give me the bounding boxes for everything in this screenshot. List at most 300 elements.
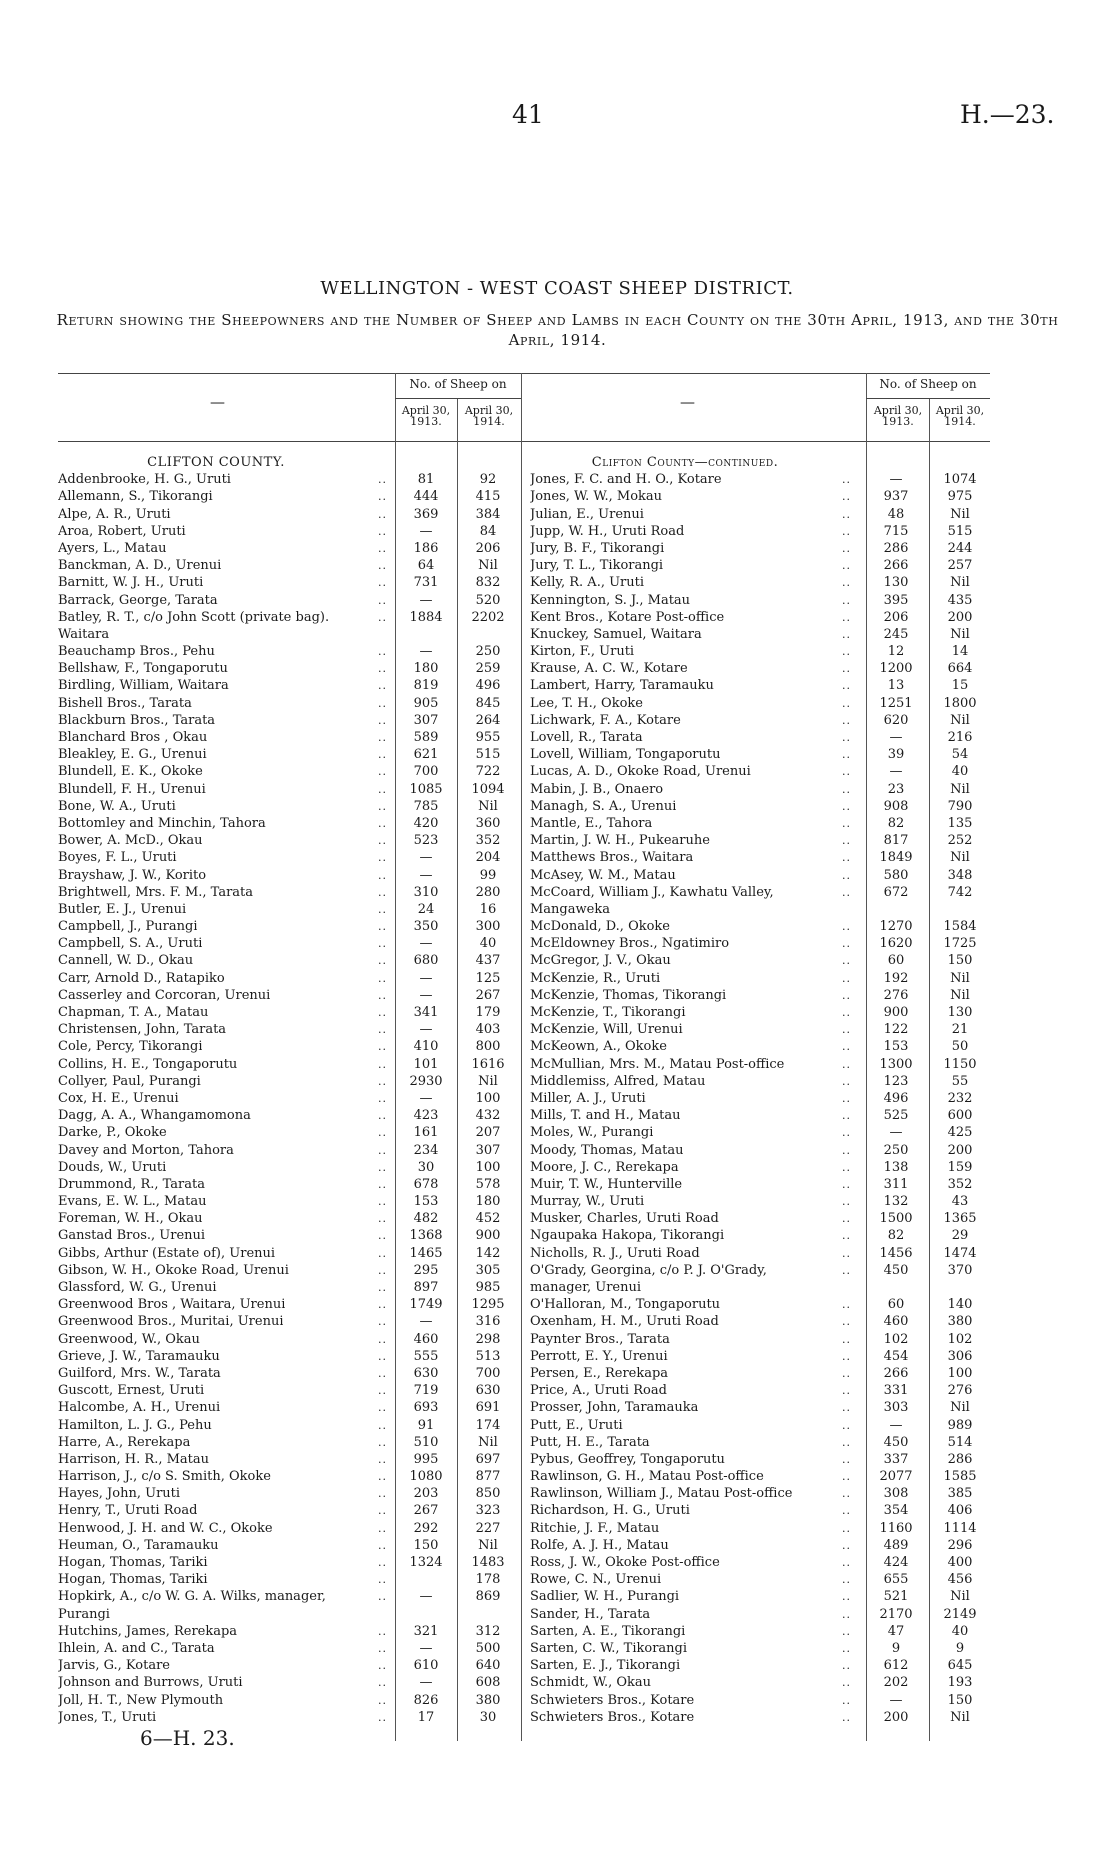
- table-row: [530, 592, 1000, 609]
- sheep-count-1913: 337: [883, 1451, 909, 1467]
- sheep-count-1913: 1300: [879, 1056, 913, 1072]
- page-subtitle: Return showing the Sheepowners and the Number of Sheep and Lambs in each County on the 30th April, 1913, and the 30th April, 1914.: [56, 311, 1059, 349]
- leader-dots: ..: [378, 1659, 387, 1673]
- sheep-count-1913: 589: [413, 730, 439, 745]
- table-row: [58, 1159, 528, 1176]
- table-row: [530, 987, 1000, 1004]
- sheep-count-1914: 1584: [943, 919, 977, 935]
- sheep-count-1914: 691: [475, 1400, 501, 1416]
- leader-dots: ..: [842, 1109, 851, 1123]
- right-owner-header: —: [680, 393, 695, 411]
- leader-dots: ..: [842, 1074, 851, 1088]
- sheep-count-1913: 17: [417, 1709, 435, 1725]
- table-row: [58, 798, 528, 815]
- sheep-count-1913: 13: [887, 678, 905, 694]
- owner-name: Ihlein, A. and C., Tarata: [58, 1640, 215, 1656]
- sheep-count-1914: 1114: [943, 1520, 977, 1536]
- sheep-count-1914: 159: [947, 1159, 973, 1175]
- sheep-count-1914: 2202: [471, 609, 505, 625]
- table-row: [58, 506, 528, 523]
- sheep-count-1914: 312: [475, 1623, 501, 1639]
- sheep-count-1914: 280: [475, 884, 501, 900]
- leader-dots: ..: [842, 1590, 851, 1604]
- county-heading: [58, 454, 528, 471]
- sheep-count-1914: 244: [947, 540, 973, 556]
- table-row: [58, 1382, 528, 1399]
- sheep-count-1913: 24: [417, 901, 435, 917]
- table-row: [58, 574, 528, 591]
- owner-name: Jupp, W. H., Uruti Road: [530, 523, 685, 539]
- sheep-count-1914: 227: [475, 1520, 501, 1536]
- leader-dots: ..: [378, 679, 387, 693]
- sheep-count-1913: —: [889, 1692, 903, 1708]
- table-row: [58, 1176, 528, 1193]
- sheep-count-1913: —: [419, 970, 433, 986]
- sheep-count-1914: 100: [475, 1159, 501, 1175]
- sheep-count-1914: 92: [479, 472, 497, 488]
- table-row: [530, 1571, 1000, 1588]
- table-row: [58, 1142, 528, 1159]
- sheep-count-1913: 444: [413, 489, 439, 505]
- table-row: [58, 1606, 528, 1623]
- table-row: [58, 1056, 528, 1073]
- table-row: [530, 781, 1000, 798]
- table-row: [530, 523, 1000, 540]
- table-row: [58, 1434, 528, 1451]
- sheep-count-1914: Nil: [950, 987, 970, 1003]
- owner-name: Lee, T. H., Okoke: [530, 695, 643, 711]
- table-row: [530, 557, 1000, 574]
- table-row: [530, 1399, 1000, 1416]
- sheep-count-1913: 1465: [409, 1245, 443, 1261]
- sheep-count-1914: 435: [947, 592, 973, 608]
- sheep-count-1914: 352: [475, 833, 501, 849]
- table-row: [58, 781, 528, 798]
- table-row: [58, 952, 528, 969]
- sheep-count-1913: 82: [887, 1228, 905, 1244]
- sheep-count-1914: 14: [951, 644, 969, 660]
- leader-dots: ..: [842, 1401, 851, 1415]
- leader-dots: ..: [378, 1212, 387, 1226]
- owner-name: Oxenham, H. M., Uruti Road: [530, 1314, 719, 1330]
- sheep-count-1914: 500: [475, 1640, 501, 1656]
- right-group-rule: [866, 398, 990, 399]
- sheep-count-1913: 1251: [879, 695, 913, 711]
- sheep-count-1914: 84: [479, 523, 497, 539]
- sheep-count-1913: 1749: [409, 1297, 443, 1313]
- table-row: [58, 626, 528, 643]
- sheep-count-1913: 496: [883, 1090, 909, 1106]
- owner-name: Sander, H., Tarata: [530, 1606, 651, 1622]
- sheep-count-1914: 305: [475, 1262, 501, 1278]
- sheep-count-1913: 132: [883, 1194, 909, 1210]
- sheep-count-1913: 101: [413, 1056, 439, 1072]
- sheep-count-1913: 510: [413, 1434, 439, 1450]
- sheep-count-1913: 102: [883, 1331, 909, 1347]
- sheep-count-1913: 700: [413, 764, 439, 780]
- leader-dots: ..: [378, 1091, 387, 1105]
- table-row: [58, 746, 528, 763]
- leader-dots: ..: [842, 1195, 851, 1209]
- sheep-count-1913: 819: [413, 678, 439, 694]
- owner-name: Harre, A., Rerekapa: [58, 1434, 191, 1450]
- sheep-count-1913: 350: [413, 919, 439, 935]
- table-row: [530, 1176, 1000, 1193]
- owner-name: Allemann, S., Tikorangi: [58, 489, 213, 505]
- table-row: [530, 1623, 1000, 1640]
- sheep-count-1914: 257: [947, 558, 973, 574]
- table-row: [530, 1227, 1000, 1244]
- sheep-count-1914: 307: [475, 1142, 501, 1158]
- sheep-count-1913: 202: [883, 1675, 909, 1691]
- sheep-count-1913: 153: [883, 1039, 909, 1055]
- sheep-count-1913: 303: [883, 1400, 909, 1416]
- leader-dots: ..: [842, 1006, 851, 1019]
- leader-dots: ..: [842, 851, 851, 865]
- owner-name: Sadlier, W. H., Purangi: [530, 1589, 680, 1605]
- leader-dots: ..: [842, 1504, 851, 1518]
- sheep-count-1914: 40: [479, 936, 497, 952]
- owner-name: McEldowney Bros., Ngatimiro: [530, 936, 730, 952]
- left-count-group-header: No. of Sheep on: [409, 377, 507, 391]
- document-reference: H.—23.: [960, 100, 1055, 129]
- leader-dots: ..: [842, 782, 851, 796]
- sheep-count-1914: 2149: [943, 1606, 977, 1622]
- owner-name: Persen, E., Rerekapa: [530, 1365, 669, 1381]
- sheep-count-1913: 672: [883, 884, 909, 900]
- leader-dots: ..: [842, 1315, 851, 1329]
- sheep-count-1914: 456: [947, 1572, 973, 1588]
- sheep-count-1913: 460: [883, 1314, 909, 1330]
- sheep-count-1914: 232: [947, 1090, 973, 1106]
- owner-name: Rolfe, A. J. H., Matau: [530, 1537, 669, 1553]
- sheep-count-1914: 286: [947, 1451, 973, 1467]
- owner-name: Cannell, W. D., Okau: [58, 953, 194, 969]
- leader-dots: ..: [842, 679, 851, 693]
- leader-dots: ..: [842, 1229, 851, 1243]
- county-heading-text: Clifton County—continued.: [591, 455, 779, 470]
- sheep-count-1914: 850: [475, 1486, 501, 1502]
- table-row: [58, 1537, 528, 1554]
- sheep-count-1913: 395: [883, 592, 909, 608]
- table-row: [58, 1262, 528, 1279]
- table-row: [530, 1296, 1000, 1313]
- table-row: [530, 1331, 1000, 1348]
- owner-name: Moody, Thomas, Matau: [530, 1142, 684, 1158]
- sheep-count-1914: 742: [947, 884, 973, 900]
- sheep-count-1914: 600: [947, 1108, 973, 1124]
- county-heading: [530, 454, 1000, 471]
- sheep-count-1914: 1483: [471, 1555, 505, 1570]
- sheep-count-1914: 204: [475, 850, 501, 866]
- sheep-count-1914: 1800: [943, 695, 977, 711]
- sheep-count-1913: 785: [413, 798, 439, 814]
- table-row: [58, 918, 528, 935]
- owner-name: Halcombe, A. H., Urenui: [58, 1400, 221, 1416]
- leader-dots: ..: [842, 627, 851, 641]
- table-row: [58, 867, 528, 884]
- table-row: [530, 1056, 1000, 1073]
- sheep-count-1914: 955: [475, 730, 501, 745]
- owner-name: Harrison, H. R., Matau: [58, 1451, 210, 1467]
- sheep-count-1914: 1150: [943, 1056, 977, 1072]
- table-row: [530, 488, 1000, 505]
- sheep-count-1914: 306: [947, 1348, 973, 1364]
- table-row: [58, 1485, 528, 1502]
- leader-dots: ..: [378, 1006, 387, 1019]
- sheep-count-1913: 900: [883, 1005, 909, 1020]
- owner-name: Jones, F. C. and H. O., Kotare: [530, 472, 722, 488]
- owner-name: Rowe, C. N., Urenui: [530, 1572, 662, 1588]
- table-row: [530, 1468, 1000, 1485]
- sheep-count-1913: —: [889, 764, 903, 780]
- leader-dots: ..: [842, 1556, 851, 1569]
- leader-dots: ..: [842, 490, 851, 504]
- owner-name: Lambert, Harry, Taramauku: [530, 678, 714, 694]
- sheep-count-1913: 693: [413, 1400, 439, 1416]
- table-row: [530, 1382, 1000, 1399]
- owner-name: Lucas, A. D., Okoke Road, Urenui: [530, 764, 751, 780]
- owner-name: Guscott, Ernest, Uruti: [58, 1383, 205, 1399]
- leader-dots: ..: [842, 541, 851, 555]
- sheep-count-1913: 153: [413, 1194, 439, 1210]
- owner-name: Casserley and Corcoran, Urenui: [58, 987, 271, 1003]
- sheep-count-1913: 39: [887, 747, 905, 763]
- sheep-count-1914: 252: [947, 833, 973, 849]
- owner-name: Julian, E., Urenui: [530, 506, 644, 522]
- table-row: [58, 1348, 528, 1365]
- owner-name: Putt, H. E., Tarata: [530, 1434, 650, 1450]
- sheep-count-1913: 321: [413, 1623, 439, 1639]
- sheep-count-1913: 245: [883, 626, 909, 642]
- leader-dots: ..: [378, 1504, 387, 1518]
- leader-dots: ..: [378, 988, 387, 1002]
- table-row: [530, 884, 1000, 901]
- leader-dots: ..: [842, 713, 851, 727]
- owner-name: O'Grady, Georgina, c/o P. J. O'Grady,: [530, 1262, 767, 1278]
- owner-name: McAsey, W. M., Matau: [530, 867, 676, 883]
- owner-name: Alpe, A. R., Uruti: [58, 506, 171, 522]
- table-row: [530, 901, 1000, 918]
- owner-name: Purangi: [58, 1606, 110, 1622]
- owner-name: Ayers, L., Matau: [58, 540, 167, 556]
- sheep-count-1914: 360: [475, 815, 501, 831]
- owner-name: Brayshaw, J. W., Korito: [58, 867, 207, 883]
- leader-dots: ..: [842, 765, 851, 779]
- sheep-count-1913: 525: [883, 1108, 909, 1124]
- owner-name: Joll, H. T., New Plymouth: [58, 1692, 224, 1708]
- table-row: [58, 660, 528, 677]
- table-row: [530, 952, 1000, 969]
- table-row: [58, 1021, 528, 1038]
- sheep-count-1914: 406: [947, 1503, 973, 1519]
- owner-name: Blanchard Bros , Okau: [58, 730, 208, 745]
- sheep-count-1913: 1620: [879, 936, 913, 952]
- sheep-count-1914: 102: [947, 1331, 973, 1347]
- sheep-count-1913: 420: [413, 815, 439, 831]
- owner-name: Blackburn Bros., Tarata: [58, 712, 216, 728]
- owner-name: Jury, T. L., Tikorangi: [530, 558, 664, 574]
- owner-name: Hopkirk, A., c/o W. G. A. Wilks, manager,: [58, 1589, 326, 1605]
- sheep-count-1914: 496: [475, 678, 501, 694]
- sheep-count-1913: 1368: [409, 1228, 443, 1244]
- sheep-count-1914: 316: [475, 1314, 501, 1330]
- table-row: [530, 1434, 1000, 1451]
- owner-name: Mangaweka: [530, 901, 610, 917]
- sheep-count-1914: 425: [947, 1125, 973, 1141]
- sheep-count-1913: 161: [413, 1125, 439, 1141]
- leader-dots: ..: [842, 610, 851, 624]
- table-row: [530, 1537, 1000, 1554]
- leader-dots: ..: [378, 1538, 387, 1552]
- leader-dots: ..: [842, 937, 851, 951]
- sheep-count-1914: 514: [947, 1434, 973, 1450]
- leader-dots: ..: [842, 816, 851, 830]
- table-row: [530, 1073, 1000, 1090]
- table-row: [58, 471, 528, 488]
- table-row: [530, 815, 1000, 832]
- owner-name: Price, A., Uruti Road: [530, 1383, 667, 1399]
- table-row: [58, 1520, 528, 1537]
- owner-name: Henry, T., Uruti Road: [58, 1503, 198, 1519]
- table-row: [530, 1279, 1000, 1296]
- owner-name: Rawlinson, William J., Matau Post-office: [530, 1486, 793, 1502]
- sheep-count-1913: 489: [883, 1537, 909, 1553]
- owner-name: Dagg, A. A., Whangamomona: [58, 1108, 251, 1124]
- table-row: [530, 1245, 1000, 1262]
- leader-dots: ..: [842, 971, 851, 985]
- leader-dots: ..: [378, 713, 387, 727]
- leader-dots: ..: [842, 920, 851, 934]
- owner-name: Mabin, J. B., Onaero: [530, 781, 664, 797]
- table-row: [530, 729, 1000, 746]
- owner-name: Schwieters Bros., Kotare: [530, 1709, 695, 1725]
- table-row: [530, 1417, 1000, 1434]
- leader-dots: ..: [378, 473, 387, 487]
- sheep-count-1913: 122: [883, 1022, 909, 1038]
- sheep-count-1913: 186: [413, 540, 439, 556]
- table-row: [530, 1674, 1000, 1691]
- leader-dots: ..: [842, 1160, 851, 1174]
- table-row: [530, 1313, 1000, 1330]
- leader-dots: ..: [842, 1710, 851, 1724]
- sheep-count-1913: —: [419, 1090, 433, 1106]
- sheep-count-1913: 1849: [879, 850, 913, 866]
- leader-dots: ..: [378, 1624, 387, 1638]
- table-row: [530, 918, 1000, 935]
- leader-dots: ..: [842, 1384, 851, 1398]
- table-row: [530, 849, 1000, 866]
- sheep-count-1914: 1725: [943, 936, 977, 952]
- owner-name: Kelly, R. A., Uruti: [530, 575, 645, 591]
- leader-dots: ..: [842, 868, 851, 882]
- owner-name: Musker, Charles, Uruti Road: [530, 1211, 719, 1227]
- table-row: [58, 1674, 528, 1691]
- table-row: [58, 695, 528, 712]
- owner-name: Jones, W. W., Mokau: [530, 489, 663, 505]
- table-row: [58, 1451, 528, 1468]
- leader-dots: ..: [378, 971, 387, 985]
- sheep-count-1914: 200: [947, 609, 973, 625]
- leader-dots: ..: [378, 1177, 387, 1191]
- sheep-count-1914: 142: [475, 1245, 501, 1261]
- owner-name: Campbell, S. A., Uruti: [58, 936, 203, 952]
- table-row: [58, 1502, 528, 1519]
- sheep-count-1914: 1074: [943, 472, 977, 488]
- sheep-count-1914: 1474: [943, 1245, 977, 1261]
- sheep-count-1914: 437: [475, 953, 501, 969]
- leader-dots: ..: [378, 1315, 387, 1329]
- sheep-count-1913: 1160: [879, 1520, 913, 1536]
- county-heading-text: CLIFTON COUNTY.: [147, 455, 285, 470]
- owner-name: Nicholls, R. J., Uruti Road: [530, 1245, 700, 1261]
- leader-dots: ..: [378, 1298, 387, 1312]
- sheep-count-1914: 790: [947, 798, 973, 814]
- table-row: [58, 1554, 528, 1571]
- leader-dots: ..: [842, 1676, 851, 1690]
- owner-name: Blundell, E. K., Okoke: [58, 764, 203, 780]
- owner-name: McKenzie, R., Uruti: [530, 970, 661, 986]
- table-row: [530, 609, 1000, 626]
- sheep-count-1913: 423: [413, 1108, 439, 1124]
- sheep-count-1913: 307: [413, 712, 439, 728]
- table-row: [530, 746, 1000, 763]
- leader-dots: ..: [842, 1246, 851, 1260]
- leader-dots: ..: [842, 1366, 851, 1380]
- sheep-count-1913: —: [419, 850, 433, 866]
- owner-name: Miller, A. J., Uruti: [530, 1090, 646, 1106]
- leader-dots: ..: [378, 1332, 387, 1346]
- leader-dots: ..: [842, 1607, 851, 1621]
- sheep-count-1913: 150: [413, 1537, 439, 1553]
- sheep-count-1914: 125: [475, 970, 501, 986]
- sheep-count-1914: Nil: [950, 1709, 970, 1725]
- table-row: [530, 1142, 1000, 1159]
- sheep-count-1914: 380: [475, 1692, 501, 1708]
- sheep-count-1914: 832: [475, 575, 501, 591]
- owner-name: McMullian, Mrs. M., Matau Post-office: [530, 1056, 785, 1072]
- table-row: [58, 1296, 528, 1313]
- leader-dots: ..: [842, 1023, 851, 1037]
- leader-dots: ..: [378, 782, 387, 796]
- sheep-count-1914: 384: [475, 506, 501, 522]
- table-row: [530, 763, 1000, 780]
- sheep-count-1913: 234: [413, 1142, 439, 1158]
- sheep-count-1914: 179: [475, 1005, 501, 1020]
- sheep-count-1914: Nil: [950, 1400, 970, 1416]
- owner-name: Bower, A. McD., Okau: [58, 833, 203, 849]
- sheep-count-1914: 1295: [471, 1297, 505, 1313]
- owner-name: Barrack, George, Tarata: [58, 592, 218, 608]
- owner-name: Richardson, H. G., Uruti: [530, 1503, 690, 1519]
- leader-dots: ..: [842, 1143, 851, 1157]
- sheep-count-1914: 900: [475, 1228, 501, 1244]
- sheep-count-1914: 55: [951, 1073, 969, 1089]
- sheep-count-1913: 203: [413, 1486, 439, 1502]
- table-row: [530, 832, 1000, 849]
- sheep-count-1914: 276: [947, 1383, 973, 1399]
- table-row: [58, 1709, 528, 1726]
- owner-name: Waitara: [58, 626, 110, 642]
- table-row: [530, 1159, 1000, 1176]
- table-row: [530, 1692, 1000, 1709]
- leader-dots: ..: [378, 1401, 387, 1415]
- leader-dots: ..: [842, 1212, 851, 1226]
- table-row: [58, 609, 528, 626]
- table-row: [58, 849, 528, 866]
- leader-dots: ..: [842, 1521, 851, 1535]
- sheep-count-1913: 580: [883, 867, 909, 883]
